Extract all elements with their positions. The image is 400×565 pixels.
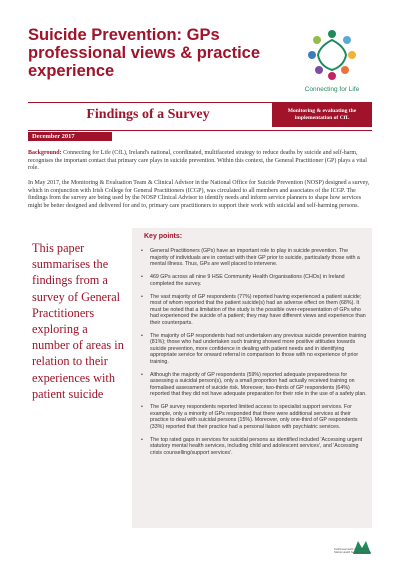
findings-heading: Findings of a Survey	[86, 107, 210, 122]
key-points-title: Key points:	[144, 233, 183, 240]
key-point-item: • 469 GPs across all nine 9 HSE Community Health Organisations (CHOs) in Ireland completed the survey.	[138, 274, 368, 287]
heading-divider	[28, 130, 372, 131]
background-paragraph	[28, 150, 372, 173]
key-point-item: • The vast majority of GP respondents (77%) reported having experienced a patient suicide; most of whom reported that the patient suicide(s) had an adverse effect on them (68%). It must be noted that a limitation of the study is the possible over-representation of GPs who had experienced the suicide of a patient; they may have different views and experience than their counterparts.	[138, 294, 368, 327]
key-point-item: • The GP survey respondents reported limited access to specialist support services. For example, only a minority of GPs responded that there were additional services at their practice to deal with suicidal persons (15%). Moreover, only one-third of GP respondents (33%) reported that their practice had a personal liaison with psychiatric services.	[138, 404, 368, 430]
key-point-item: • The top rated gaps in services for suicidal persons as identified included 'Accessing urgent statutory mental health services, including child and adolescent services', and 'Accessing crisis counselling/support services'.	[138, 437, 368, 457]
background-label: Background:	[28, 150, 62, 156]
summary-sidebar: This paper summarises the findings from a survey of General Practitioners exploring a number of areas in relation to their experiences with patient suicide	[32, 241, 124, 401]
monitoring-tag-text: Monitoring & evaluating the implementation of CfL	[287, 108, 357, 121]
page-title: Suicide Prevention: GPs professional views & practice experience	[28, 26, 261, 80]
hse-logo-text: Feidhmeannacht na Seirbhíse Sláinte Health Service Executive	[334, 548, 372, 554]
circle-of-figures-icon	[308, 30, 356, 80]
key-point-item: • General Practitioners (GPs) have an important role to play in suicide prevention. The majority of individuals are in contact with their GP prior to suicide, particularly those with a mental illness. Thus, GPs are well placed to intervene.	[138, 248, 368, 268]
monitoring-tag	[272, 103, 372, 127]
key-points-box	[132, 228, 372, 528]
key-points-list	[138, 248, 368, 463]
background-text: Connecting for Life (CfL), Ireland's national, coordinated, multifaceted strategy to reduce deaths by suicide and self-harm, recognises the important contact that primary care plays in suicide prevention. Within this context, the General Practitioner (GP) plays a vital role.	[28, 150, 367, 172]
date-label: December 2017	[28, 132, 112, 141]
connecting-for-life-logo	[292, 20, 372, 95]
logo-text: Connecting for Life	[304, 86, 360, 93]
intro-paragraph: In May 2017, the Monitoring & Evaluation Team & Clinical Advisor in the National Office for Suicide Prevention (NOSP) designed a survey, which in conjunction with Irish College for General Practitioners (ICGP), was circulated to all members and associates of the ICGP. The findings from the survey are being used by the NOSP Clinical Advisor to identify needs and inform service planners to shape how services might be better designed and delivered for and to, primary care practitioners to support their work with suicidal and self-harming persons.	[28, 180, 370, 209]
key-point-item: • Although the majority of GP respondents (59%) reported adequate preparedness for assessing a suicidal person(s), only a small proportion had actually received training on formalised assessment of suicide risk. Moreover, two-thirds of GP respondents (64%) reported that they did not have adequate preparation for their role in the use of a safety plan.	[138, 372, 368, 398]
key-point-item: • The majority of GP respondents had not undertaken any previous suicide prevention training (81%); those who had undertaken such training showed more positive attitudes towards suicide prevention, more confidence in dealing with patient needs and in identifying appropriate service for onward referral in comparison to those with no experience of prior training.	[138, 333, 368, 366]
